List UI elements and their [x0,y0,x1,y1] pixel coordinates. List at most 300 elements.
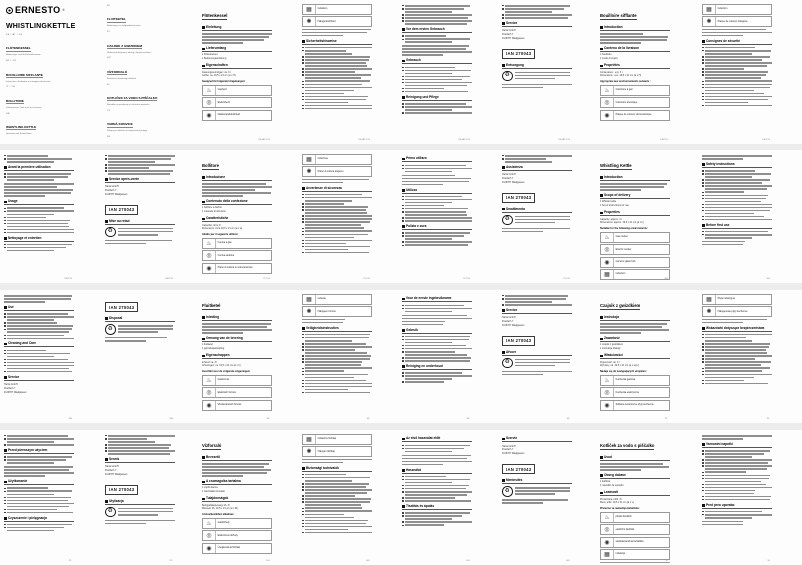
text-line-bar [705,90,754,92]
text-line-bar [7,232,74,234]
hob-table [702,294,772,317]
list-item [702,334,772,336]
language-name: CZAJNIK Z GWIZDKIEM [107,43,143,48]
text-line-bar [405,381,444,383]
list-bullet-icon [402,360,404,361]
list-bullet-icon [4,500,6,501]
text-line-bar [305,215,372,217]
list-bullet-icon [105,167,107,168]
list-item [4,435,74,437]
list-bullet-icon [402,79,404,80]
text-line-bar [705,173,771,175]
section-marker-icon [402,158,405,161]
hob-label: Elektrisch fornuis [217,390,236,394]
section-heading [702,443,772,448]
detail-text: 1 czajnik z gwizdkiem [600,343,623,347]
text-line-bar [305,346,372,348]
text-line-bar [7,214,54,216]
hob-row [600,537,670,548]
list-bullet-icon [4,359,6,360]
list-item [702,47,772,49]
disposal-text [515,71,572,82]
list-bullet-icon [4,438,6,439]
section-heading-text: Use [7,304,14,309]
text-line-bar [505,158,546,160]
page [2,432,98,563]
bullet-list [302,474,372,533]
page-title: Bollitore [202,163,219,168]
hob-row [202,250,272,261]
list-bullet-icon [402,235,404,236]
text-line-bar [305,377,354,379]
list-item [302,337,372,339]
list-item [105,155,175,157]
section-heading [600,316,670,321]
ceramic-hob-icon: ◉ [203,544,216,553]
table-caption: Adatto per il seguente utilizzo: [202,233,239,237]
text-line-bar [405,515,462,517]
text-line-bar [305,90,354,92]
section-heading [402,437,472,442]
list-bullet-icon [402,515,404,516]
page [598,432,694,563]
bullet-list [302,47,372,109]
section-heading-text: Introduzione [205,174,226,179]
text-line-bar [405,23,467,25]
text-line-bar [305,489,372,491]
list-bullet-icon [302,514,304,515]
induction-hob-icon: ▦ [703,295,716,304]
text-line-bar [7,331,69,333]
list-bullet-icon [702,62,704,63]
text-line-bar [202,39,264,41]
text-line-bar [702,244,743,246]
list-item [302,59,372,61]
text-line-bar [305,47,372,49]
text-line-bar [405,521,472,523]
list-item [502,158,572,160]
text-line-bar [305,383,372,385]
electric-hob-icon: ◎ [203,388,216,397]
list-bullet-icon [702,453,704,454]
text-line-bar [405,238,452,240]
detail-text: 1 instrukcja obsługi [600,347,621,351]
list-item [702,490,772,492]
section-heading [600,456,670,461]
text-line-bar [305,355,371,357]
paragraph [502,84,572,89]
text-line-bar [705,377,754,379]
text-line-bar [202,472,267,474]
table-caption: Appropriée aux environnements suivants : [600,80,651,84]
text-line-bar [705,358,755,360]
text-line-bar [402,455,471,457]
language-code: SI [107,83,110,86]
list-bullet-icon [302,380,304,381]
text-line-bar [302,182,343,184]
page-title: Fluitketel [202,303,221,308]
text-line-bar [405,497,455,499]
section-heading-text: Mentesítés [505,477,523,482]
paragraph [105,520,175,525]
text-line-bar [705,355,772,357]
text-line-bar [405,88,444,90]
list-bullet-icon [302,231,304,232]
list-item [702,346,772,348]
list-item [302,361,372,363]
list-item [702,179,772,181]
list-item [4,335,74,337]
list-item [302,334,372,336]
list-item [702,450,772,452]
text-line-bar [305,209,365,211]
service-address [502,29,572,40]
text-line-bar [305,203,344,205]
text-line-bar [515,362,570,364]
ceramic-hob-icon: ◉ [203,111,216,120]
text-line-bar [4,295,72,297]
text-line-bar [108,155,175,157]
service-address [4,383,74,394]
section-marker-icon [302,40,305,43]
text-line-bar [305,349,355,351]
text-line-bar [105,520,175,522]
page [200,432,296,563]
text-line-bar [305,507,362,509]
text-line-bar [118,231,173,233]
list-bullet-icon [702,47,704,48]
address-line: D-66787 Wadgassen [502,323,525,327]
text-line-bar [7,438,74,440]
list-item [702,185,772,187]
section-heading [702,327,772,332]
page-footer: NL [366,417,370,420]
bullet-list [702,450,772,500]
text-line-bar [705,185,772,187]
list-bullet-icon [402,525,404,526]
text-line-bar [305,53,352,55]
section-marker-icon [202,48,205,51]
hob-row [202,375,272,386]
section-marker-icon [4,166,7,169]
section-heading-text: Service après-vente [108,177,140,182]
text-line-bar [502,371,572,373]
section-marker-icon [4,306,7,309]
text-line-bar [305,74,371,76]
list-bullet-icon [702,496,704,497]
address-line: Harra GmbH [105,185,119,189]
list-item [4,487,74,489]
list-item [4,173,74,175]
text-line-bar [515,222,555,224]
list-item [302,346,372,348]
list-bullet-icon [4,313,6,314]
text-line-bar [302,32,367,34]
page [598,2,694,142]
cover-language-entry [6,113,95,136]
cover-language-entry [6,34,95,57]
list-item [302,510,372,512]
page-footer: FR/CH [660,138,668,141]
list-item [302,370,372,372]
text-line-bar [7,223,67,225]
page-footer: FR/CH [64,277,72,280]
text-line-bar [305,56,370,58]
text-line-bar [305,62,366,64]
text-line-bar [7,325,73,327]
hob-row [302,446,372,457]
list-item [402,308,472,310]
text-line-bar [405,479,470,481]
text-line-bar [405,211,465,213]
page-footer: NL [466,417,470,420]
list-bullet-icon [402,485,404,486]
section-heading [302,40,372,45]
text-line-bar [402,464,443,466]
list-item [402,305,472,307]
text-line-bar [405,214,467,216]
text-line-bar [305,65,367,67]
list-item [302,383,372,385]
list-item [105,164,175,166]
section-marker-icon [302,327,305,330]
page-footer: DE/AT/CH [258,138,270,141]
ceramic-hob-icon: ◉ [203,401,216,410]
text-line-bar [305,50,346,52]
list-bullet-icon [402,521,404,522]
list-item [302,252,372,254]
list-bullet-icon [702,185,704,186]
text-line-bar [705,361,771,363]
page [700,432,796,563]
language-code: CZ [107,109,111,112]
text-line-bar [305,206,368,208]
text-line-bar [108,164,175,166]
section-heading-text: Caratteristiche [205,216,229,221]
section-heading [702,224,772,229]
list-bullet-icon [702,334,704,335]
text-line-bar [305,108,372,110]
text-line-bar [7,371,71,373]
text-line-bar [515,359,570,361]
section-heading-text: Scope of delivery [603,193,631,198]
list-item [402,70,472,72]
hob-label: Kuchenka elektryczna [615,390,639,394]
text-line-bar [108,453,170,455]
text-line-bar [305,194,362,196]
text-line-bar [108,441,155,443]
section-marker-icon [402,298,405,301]
hob-row [600,232,670,243]
induction-hob-icon: ▦ [303,295,316,304]
section-marker-icon [105,317,108,320]
list-item [402,448,472,450]
list-item [302,526,372,528]
list-item [402,199,472,201]
list-bullet-icon [4,371,6,372]
text-line-bar [705,367,769,369]
text-line-bar [305,486,366,488]
list-item [702,380,772,382]
section-heading-text: Contenu de la livraison [603,46,640,51]
page-title: Bouilloire sifflante [600,13,637,18]
text-line-bar [515,216,570,218]
section-marker-icon [502,309,505,312]
bullet-list [502,295,572,306]
text-line-bar [405,445,469,447]
text-line-bar [405,106,472,108]
text-line-bar [705,234,772,236]
table-caption: Suitable for the following environments: [600,227,648,231]
list-bullet-icon [702,459,704,460]
section-heading [600,354,670,359]
hob-row [600,549,670,560]
section-marker-icon [502,166,505,169]
bullet-list [4,244,74,252]
list-bullet-icon [105,435,107,436]
address-line: Harra GmbH [4,383,18,387]
list-bullet-icon [702,204,704,205]
text-line-bar [405,76,469,78]
list-bullet-icon [105,164,107,165]
section-heading-text: Varnostni napotki [705,441,733,446]
hob-row [600,110,670,121]
text-line-bar [108,444,171,446]
text-line-bar [7,487,48,489]
list-item [402,345,472,347]
text-line-bar [705,490,755,492]
text-line-bar [305,59,369,61]
text-line-bar [7,207,64,209]
list-item [402,497,472,499]
list-bullet-icon [4,362,6,363]
list-item [402,5,472,7]
text-line-bar [705,182,762,184]
list-item [4,438,74,440]
list-bullet-icon [4,338,6,339]
text-line-bar [705,340,752,342]
text-line-bar [305,218,372,220]
section-heading-text: Serwis [108,457,120,462]
text-line-bar [402,321,445,323]
text-line-bar [305,334,370,336]
text-line-bar [4,186,57,188]
page [103,432,199,563]
list-item [402,491,472,493]
text-line-bar [305,380,365,382]
bullet-list [702,47,772,106]
list-item [302,349,372,351]
list-item [302,355,372,357]
list-item [302,380,372,382]
section-marker-icon [202,338,205,341]
section-marker-icon [402,365,405,368]
list-bullet-icon [302,68,304,69]
hob-row [202,530,272,541]
text-line-bar [405,38,470,40]
section-heading-text: Service [505,21,518,26]
section-marker-icon [202,316,205,319]
list-bullet-icon [402,345,404,346]
list-item [4,490,74,492]
text-line-bar [7,210,74,212]
text-line-bar [405,311,452,313]
text-line-bar [405,232,469,234]
text-line-bar [305,370,344,372]
section-heading [702,163,772,168]
electric-hob-icon: ◎ [601,245,614,254]
list-item [702,484,772,486]
detail-text: Größe: ca. 19,5 x 21 cm (ø x H) [202,74,236,78]
text-line-bar [305,529,348,531]
list-item [402,91,472,93]
text-line-bar [702,35,743,37]
list-item [702,105,772,107]
list-bullet-icon [402,381,404,382]
list-item [702,99,772,101]
text-line-bar [118,511,173,513]
list-bullet-icon [302,532,304,533]
list-bullet-icon [302,93,304,94]
text-line-bar [7,527,64,529]
text-line-bar [405,451,452,453]
list-bullet-icon [402,88,404,89]
paragraph [600,33,670,44]
disposal-text [515,358,572,369]
bullet-list [4,155,74,163]
text-line-bar [405,448,464,450]
text-line-bar [302,322,343,324]
list-bullet-icon [105,170,107,171]
ceramic-hob-icon: ◉ [601,401,614,410]
hob-row [302,434,372,445]
text-line-bar [705,56,769,58]
list-item [302,99,372,101]
text-line-bar [108,435,175,437]
page-footer: PL [169,559,173,562]
text-line-bar [405,168,472,170]
text-line-bar [502,228,570,230]
text-line-bar [202,469,271,471]
hob-table [600,512,670,563]
hob-row [302,166,372,177]
text-line-bar [705,102,748,104]
list-item [702,370,772,372]
text-line-bar [705,465,772,467]
fold-line [0,283,802,290]
list-item [702,478,772,480]
bullet-list [4,207,74,233]
section-heading-text: Biztonsági tudnivalók [305,465,339,470]
bullet-list [702,231,772,239]
section-heading [402,297,472,302]
list-item [302,62,372,64]
section-heading [302,327,372,332]
section-marker-icon [600,355,603,358]
hob-label: Szklano-ceramiczne płyty kuchenne [615,402,654,406]
address-line: Postfach 7 [502,176,514,180]
text-line-bar [202,183,266,185]
section-marker-icon [600,48,603,51]
list-bullet-icon [4,316,6,317]
cover-language-entry [107,110,194,133]
paragraph [105,240,175,245]
disposal-note [105,507,175,518]
list-bullet-icon [402,241,404,242]
list-item [302,343,372,345]
paragraph [702,29,772,37]
gas-hob-icon: ♨ [601,513,614,522]
